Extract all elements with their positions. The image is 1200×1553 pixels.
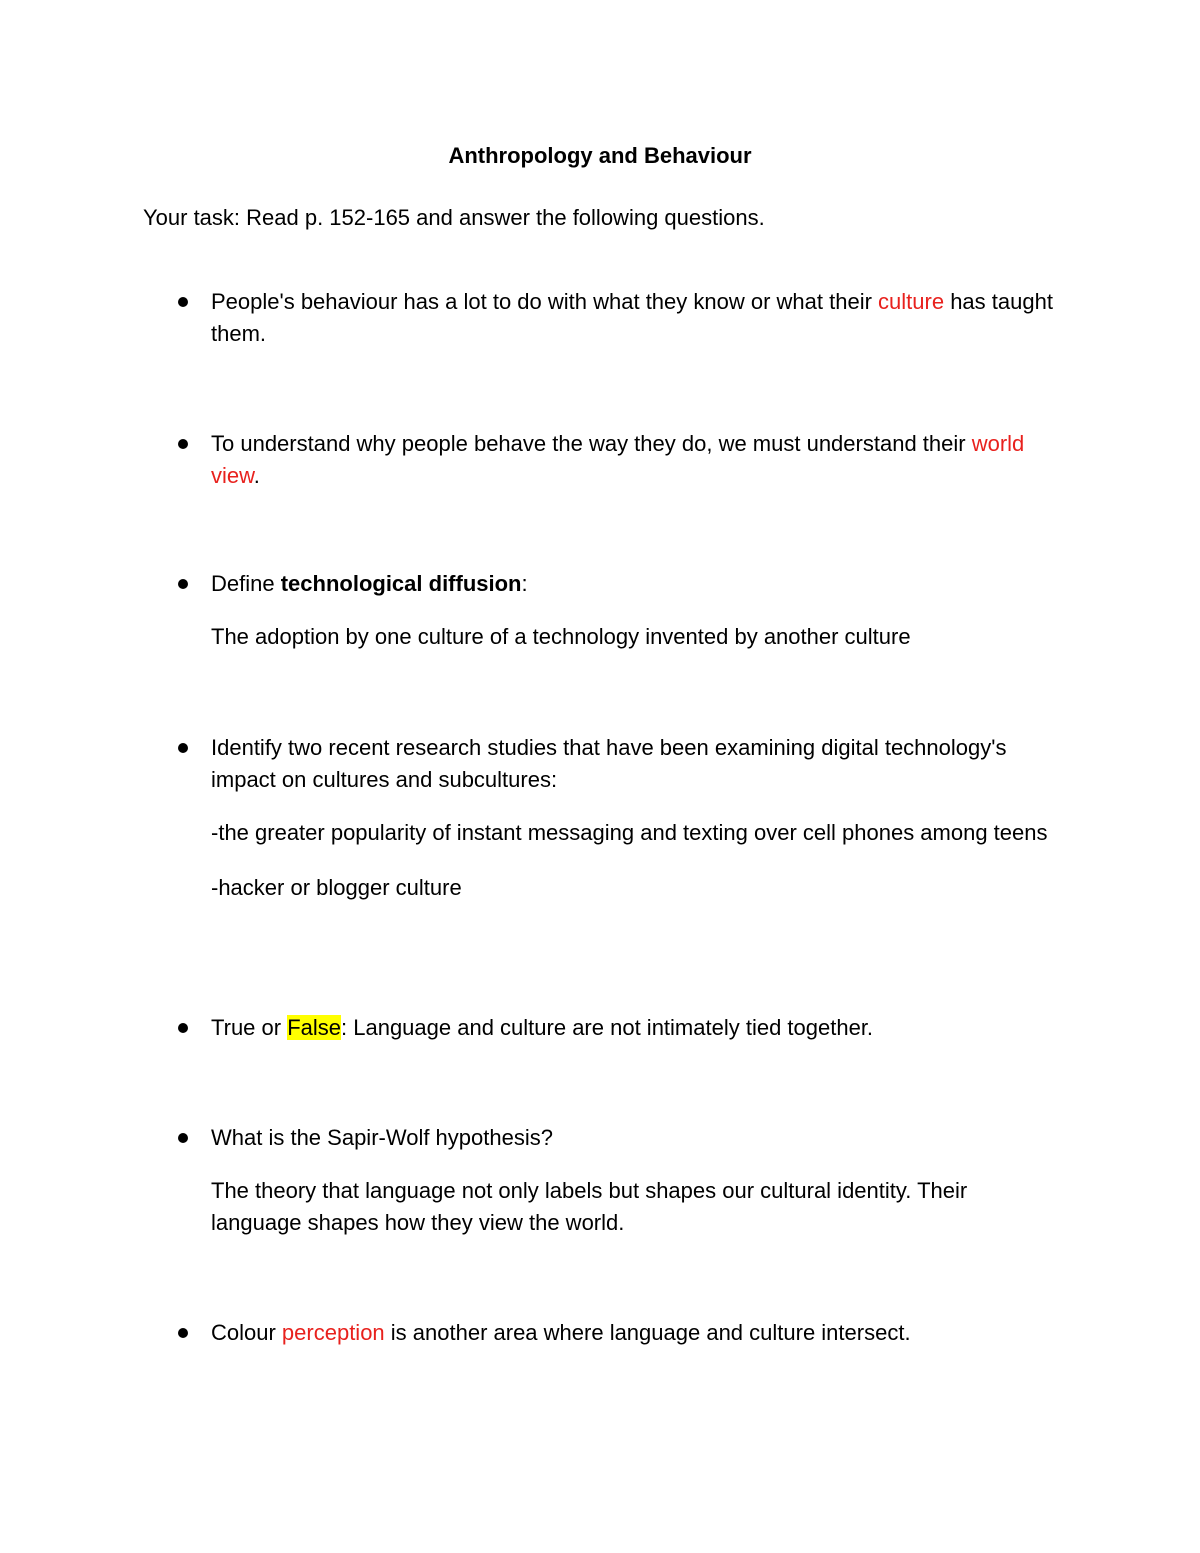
bullet-icon — [178, 743, 188, 753]
question-text: What is the Sapir-Wolf hypothesis? — [211, 1125, 553, 1150]
bullet-icon — [178, 439, 188, 449]
item-text-end: has taught them. — [211, 289, 1053, 346]
bullet-icon — [178, 1133, 188, 1143]
list-item-sapir-wolf — [211, 1122, 1061, 1239]
item-text-end: is another area where language and culture intersect. — [384, 1320, 911, 1345]
defined-term: technological diffusion — [280, 571, 522, 596]
list-item-culture — [211, 286, 1061, 350]
question-text: Identify two recent research studies that have been examining digital technology's impact on cultures and subcultures: — [211, 735, 1007, 792]
document-title: Anthropology and Behaviour — [448, 143, 752, 168]
bullet-icon — [178, 1023, 188, 1033]
item-text: Colour — [211, 1320, 282, 1345]
answer-blank: world view — [211, 431, 1025, 488]
answer-blank: culture — [878, 289, 945, 314]
list-item-world-view — [211, 428, 1061, 492]
bullet-icon — [178, 1328, 188, 1338]
answer-text: -the greater popularity of instant messaging and texting over cell phones among teens — [211, 820, 1048, 845]
answer-blank: perception — [281, 1320, 385, 1345]
answer-text: The theory that language not only labels but shapes our cultural identity. Their language shapes how they view the world. — [211, 1178, 968, 1235]
highlighted-answer: False — [287, 1015, 342, 1040]
bullet-icon — [178, 579, 188, 589]
bullet-icon — [178, 297, 188, 307]
item-text: True or — [211, 1015, 288, 1040]
item-text-end: . — [253, 463, 260, 488]
item-text-end: : Language and culture are not intimately tied together. — [341, 1015, 874, 1040]
task-instructions: Your task: Read p. 152-165 and answer the following questions. — [143, 205, 765, 230]
question-text: Define technological diffusion: — [211, 571, 528, 596]
list-item-true-false — [211, 1012, 1061, 1044]
list-item-research-studies — [211, 732, 1061, 904]
item-text: To understand why people behave the way they do, we must understand their — [211, 431, 972, 456]
answer-text: -hacker or blogger culture — [211, 875, 462, 900]
item-text: People's behaviour has a lot to do with what they know or what their — [211, 289, 879, 314]
list-item-colour-perception — [211, 1317, 1061, 1349]
list-item-technological-diffusion — [211, 568, 1061, 653]
answer-text: The adoption by one culture of a technology invented by another culture — [211, 624, 911, 649]
